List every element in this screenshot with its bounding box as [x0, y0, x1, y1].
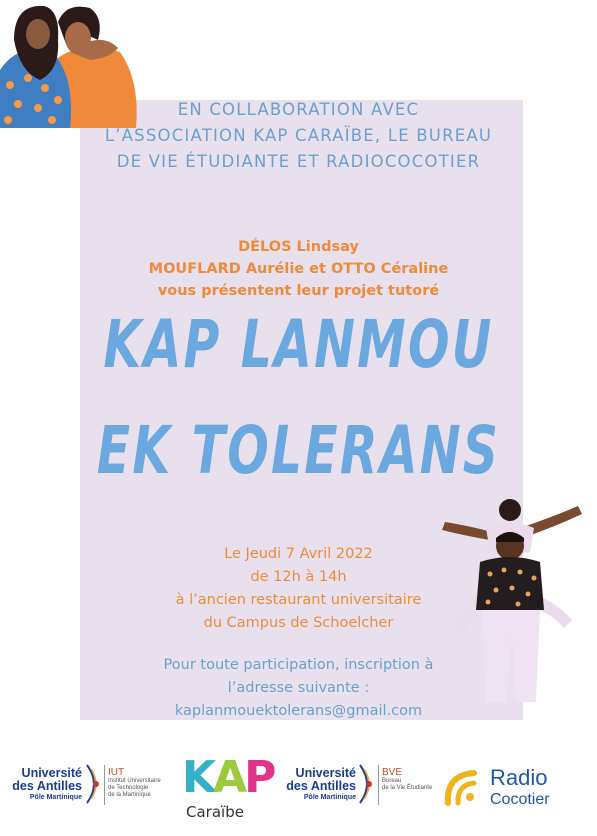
contact-line-2: l’adresse suivante : [227, 680, 370, 696]
presenter-line-3: vous présentent leur projet tutoré [157, 283, 440, 299]
university-arc-icon [83, 763, 103, 805]
univ1-side-sub-2: de Technologie [108, 785, 149, 791]
title-line-2: EK TOLERANS [96, 412, 501, 489]
kap-letter-p: P [244, 752, 274, 803]
univ1-side-sub-1: Institut Universitaire [108, 778, 161, 784]
radio-wave-icon [442, 767, 482, 807]
event-date: Le Jeudi 7 Avril 2022 [224, 546, 373, 562]
kap-caraibe-word: Caraïbe [186, 803, 244, 821]
footer-logos [0, 745, 597, 836]
univ2-side-title: BVE [382, 767, 403, 778]
event-campus: du Campus de Schoelcher [203, 615, 394, 631]
presenter-line-1: DÉLOS Lindsay [238, 239, 359, 255]
university-arc-icon-2 [356, 763, 376, 805]
univ1-name-line-1: Université [21, 766, 82, 780]
radio-cocotier-logo [442, 763, 592, 823]
collaboration-line-2: L’ASSOCIATION KAP CARAÏBE, LE BUREAU [104, 126, 493, 145]
event-details [0, 543, 597, 635]
univ1-pole: Pôle Martinique [29, 794, 82, 801]
event-place: à l’ancien restaurant universitaire [175, 592, 422, 608]
univ1-side-sub-3: de la Martinique [108, 792, 151, 798]
univ2-side-sub-2: de la Vie Étudiante [382, 785, 433, 791]
collaboration-line-1: EN COLLABORATION AVEC [177, 100, 420, 119]
cocotier-word: Cocotier [490, 791, 550, 808]
univ1-name-line-2: des Antilles [12, 779, 82, 793]
event-time: de 12h à 14h [250, 569, 347, 585]
presenter-line-2: MOUFLARD Aurélie et OTTO Céraline [148, 261, 449, 277]
contact-info [0, 654, 597, 723]
univ2-pole: Pôle Martinique [303, 794, 356, 801]
univ2-name-line-1: Université [295, 766, 356, 780]
kap-letter-k: K [182, 752, 214, 803]
universite-antilles-iut-logo [8, 755, 161, 815]
univ1-side-title: IUT [108, 767, 125, 778]
collaboration-line-3: DE VIE ÉTUDIANTE ET RADIOCOCOTIER [116, 152, 481, 171]
kap-letter-a: A [213, 752, 245, 803]
title-line-1: KAP LANMOU [103, 306, 494, 383]
presenters-text [0, 236, 597, 302]
radio-word: Radio [490, 765, 548, 790]
universite-antilles-bve-logo [282, 755, 432, 815]
kap-caraibe-logo [180, 752, 274, 833]
univ2-side-sub-1: Bureau [382, 778, 402, 784]
contact-line-1: Pour toute participation, inscription à [163, 657, 434, 673]
collaboration-text [0, 97, 597, 175]
univ2-name-line-2: des Antilles [286, 779, 356, 793]
contact-email[interactable]: kaplanmouektolerans@gmail.com [174, 703, 423, 719]
